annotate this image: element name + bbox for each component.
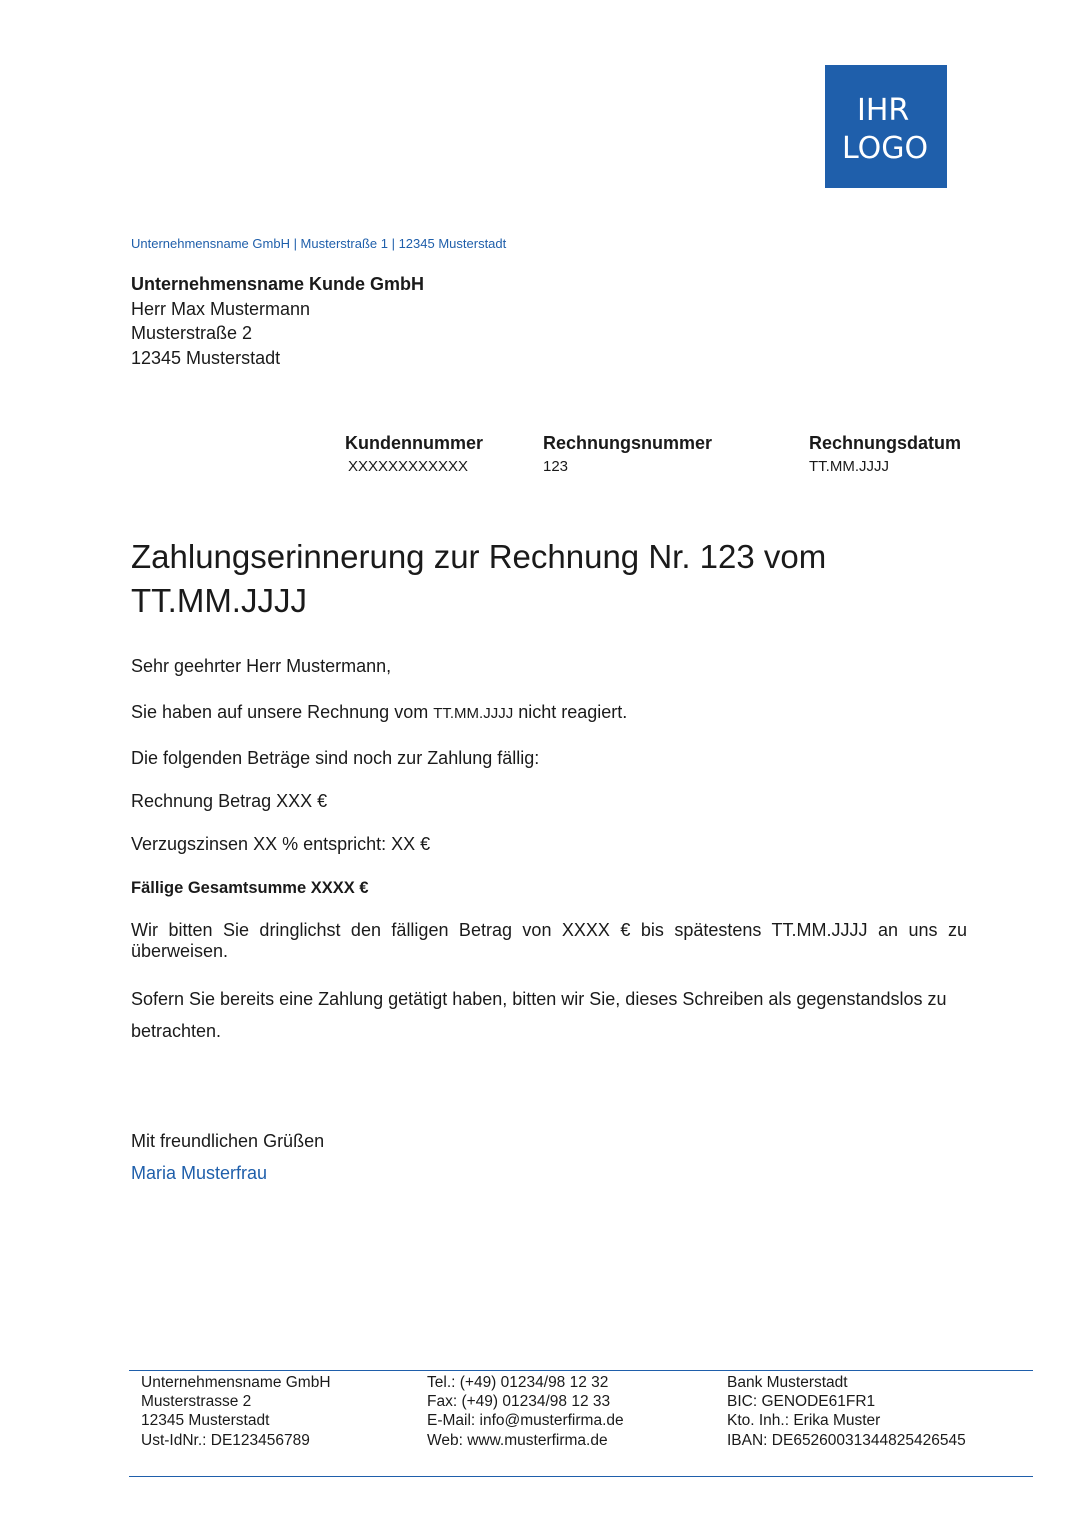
closing: Mit freundlichen Grüßen [131,1131,325,1151]
footer-fax: Fax: (+49) 01234/98 12 33 [427,1393,611,1411]
paragraph-amounts-due: Die folgenden Beträge sind noch zur Zahlung fällig: [131,748,540,768]
footer-tel: Tel.: (+49) 01234/98 12 32 [427,1374,609,1391]
footer-contact [427,1373,624,1450]
customer-number-value: XXXXXXXXXXXX [348,458,469,475]
invoice-date-label: Rechnungsdatum [809,433,962,453]
sender-address-line: Unternehmensname GmbH | Musterstraße 1 | 12345 Musterstadt [131,236,507,251]
paragraph-text: nicht reagiert. [513,702,628,722]
logo-line-1: IHR [857,93,910,128]
paragraph-no-response [131,702,967,724]
footer-company-vat: Ust-IdNr.: DE123456789 [141,1431,310,1449]
invoice-number-value: 123 [543,458,569,475]
recipient-name: Herr Max Mustermann [131,298,311,319]
footer-email: E-Mail: info@musterfirma.de [427,1412,624,1430]
recipient-address [131,272,424,370]
footer-top-rule [129,1370,1033,1371]
recipient-city: 12345 Musterstadt [131,347,281,368]
company-logo [825,65,947,188]
signature: Maria Musterfrau [131,1163,268,1183]
footer-web: Web: www.musterfirma.de [427,1431,608,1449]
customer-number-label: Kundennummer [345,433,484,453]
footer-bottom-rule [129,1476,1033,1477]
footer-company [141,1373,331,1450]
recipient-street: Musterstraße 2 [131,323,253,343]
logo-line-2: LOGO [842,131,929,166]
disregard-note: Sofern Sie bereits eine Zahlung getätigt haben, bitten wir Sie, dieses Schreiben als gegenstandslos zu betrachten. [131,989,947,1041]
invoice-amount-line: Rechnung Betrag XXX € [131,791,328,811]
paragraph-text: Sie haben auf unsere Rechnung vom [131,702,434,722]
page-title: Zahlungserinnerung zur Rechnung Nr. 123 vom TT.MM.JJJJ [131,538,827,619]
footer-iban: IBAN: DE65260031344825426545 [727,1431,966,1449]
footer-company-city: 12345 Musterstadt [141,1412,270,1430]
recipient-company: Unternehmensname Kunde GmbH [131,274,425,294]
footer-company-name: Unternehmensname GmbH [141,1374,331,1391]
footer-bank-name: Bank Musterstadt [727,1374,848,1391]
footer-bic: BIC: GENODE61FR1 [727,1393,876,1411]
interest-line: Verzugszinsen XX % entspricht: XX € [131,834,431,854]
invoice-date-value: TT.MM.JJJJ [809,458,889,475]
invoice-number-label: Rechnungsnummer [543,433,713,453]
footer-bank [727,1373,966,1450]
footer-account-holder: Kto. Inh.: Erika Muster [727,1412,881,1430]
salutation: Sehr geehrter Herr Mustermann, [131,656,392,676]
paragraph-date: TT.MM.JJJJ [433,705,514,722]
footer-company-street: Musterstrasse 2 [141,1393,252,1411]
payment-request: Wir bitten Sie dringlichst den fälligen Betrag von XXXX € bis spätestens TT.MM.JJJJ an uns zu überweisen. [131,920,967,961]
total-amount-line: Fällige Gesamtsumme XXXX € [131,879,369,897]
